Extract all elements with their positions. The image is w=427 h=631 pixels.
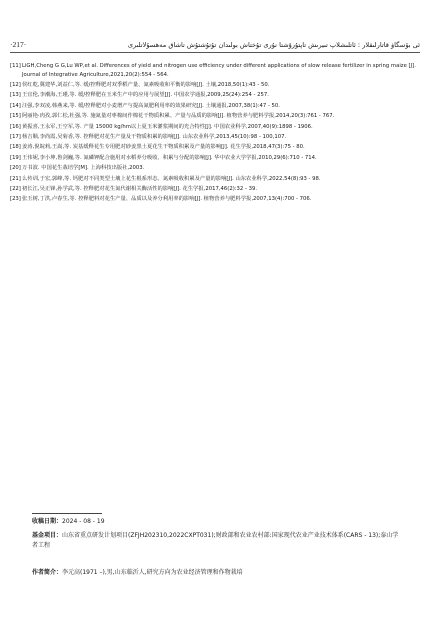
reference-item [10,112,420,121]
reference-text: LiGH,Cheng G G,Lu WP,et al. Differences of yield and nitrogen use efficiency under different applications of slow release fertilizer in spring maize [J]. Journal of Integrative Agriculture,2021,20(2):554 - 564. [22,63,416,78]
reference-text: 王伟妮,李小坤,鲁剑巍,等. 氮磷钾配合施用对水稻养分吸收、积累与分配的影响[J]. 华中农业大学学报,2010,29(6):710 - 714. [22,154,317,161]
reference-number: [13] [10,92,21,99]
reference-item [10,143,420,152]
reference-number: [14] [10,102,21,109]
reference-item [10,81,420,90]
running-header [10,40,420,53]
received-date [32,513,105,527]
funding-label: 基金项目： [32,532,63,539]
reference-text: 杨吉顺,李尚霞,吴菊香,等. 控释肥对花生产量及干物质积累的影响[J]. 山东农业科学,2013,45(10):98 - 100,107. [22,134,287,141]
running-title: ئى بۆسگاۋ قاتارلىقلار : ئاتلىشلاپ تىيرىش تاپتۇرۇشتا نۇرى تۇختاش بولىدان تۇتۇشتۇش تاشاق مەھسۇلاتلىرى [127,41,420,49]
reference-item [10,175,420,184]
reference-item [10,185,420,194]
reference-text: 阿丽艳·肉孜,郭仁松,杜强,等. 施氮量对枣棉间作棉花干物质积累、产量与品质的影响[J]. 植物营养与肥料学报,2014,20(3):761 - 767. [22,113,335,120]
reference-number: [23] [10,196,21,203]
reference-item [10,102,420,111]
reference-text: 侯红乾,冀建华,刘益仁,等. 缓/控释肥对双季稻产量、氮素吸收和平衡的影响[J]. 土壤,2018,50(1):43 - 50. [22,82,270,89]
reference-item [10,164,420,173]
reference-number: [17] [10,134,21,141]
reference-number: [20] [10,165,21,172]
funding-text: 山东省重点研发计划项目(ZFJH202310,2022CXPT031);财政部和农业农村部:国家现代农业产业技术体系(CARS - 13);泰山学者工程 [32,532,399,550]
reference-text: 汪强,李双凌,韩燕来,等. 缓/控释肥对小麦增产与提高氮肥利用率的效果研究[J]. 土壤通报,2007,38(1):47 - 50. [22,102,280,109]
received-label: 收稿日期： [32,518,63,525]
reference-number: [11] [10,63,21,69]
reference-text: 黄振喜,王永军,王空军,等. 产量 15000 kg/hm以上夏玉米灌浆期间的光合特性[J]. 中国农业科学,2007,40(9):1898 - 1906. [22,123,313,130]
author-bio [32,568,402,578]
reference-number: [19] [10,154,21,161]
reference-item [10,154,420,163]
reference-item [10,62,420,79]
reference-item [10,91,420,100]
reference-text: 王宜伦,李潮海,王瑾,等. 缓/控释肥在玉米生产中的应用与展望[J]. 中国农学通报,2009,25(24):254 - 257. [22,92,269,99]
reference-number: [18] [10,144,21,151]
page-number: ·217· [10,40,27,49]
reference-number: [22] [10,186,21,192]
author-label: 作者简介： [32,569,63,576]
reference-number: [16] [10,123,21,130]
reference-text: 姜涛,倪皖莉,王嵩,等. 炭基缓释花生专用肥对砂姜黑土夏花生干物质积累及产量的影响[J]. 花生学报,2018,47(3):75 - 80. [22,144,305,151]
reference-text: 万书波. 中国花生栽培学[M]. 上海科技出版社,2003. [22,165,145,172]
reference-list [10,62,420,206]
received-date-value: 2024 - 08 - 19 [62,518,105,525]
funding-note [32,531,402,552]
reference-item [10,133,420,142]
reference-number: [15] [10,113,21,120]
reference-item [10,123,420,132]
author-text: 李元高(1971 –),男,山东临沂人,研究方向为农业经济管理和作物栽培 [62,569,243,576]
reference-text: 张玉树,丁洪,卢春生,等. 控释肥料对花生产量、品质以及养分利用率的影响[J]. 植物营养与肥料学报,2007,13(4):700 - 706. [22,196,312,203]
reference-item [10,195,420,204]
reference-number: [21] [10,175,21,182]
reference-number: [12] [10,82,21,89]
reference-text: 初长江,吴正锋,孙学武,等. 控释肥对花生氮代谢相关酶活性的影响[J]. 花生学报,2017,46(2):32 - 39. [22,186,258,192]
reference-text: 么传训,于宏,郭峰,等. 钙肥对不同类型土壤上花生根系形态、氮素吸收积累及产量的影响[J]. 山东农业科学,2022,54(8):93 - 98. [22,175,321,182]
